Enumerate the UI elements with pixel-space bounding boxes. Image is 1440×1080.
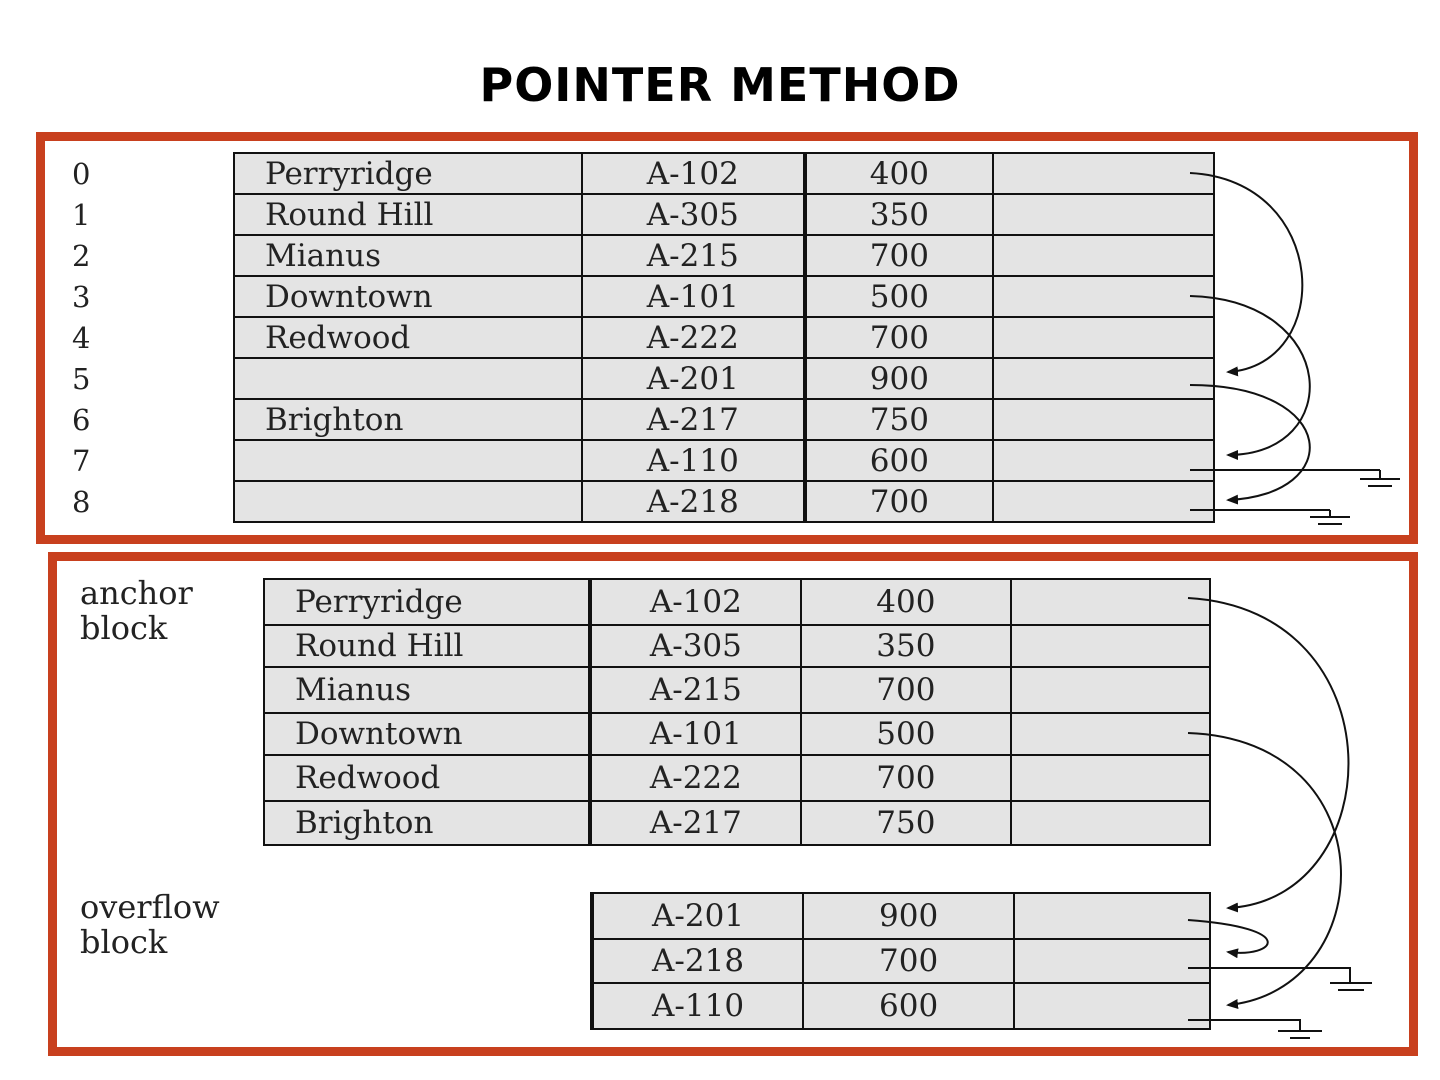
balance: 600 [805, 440, 993, 481]
account-number: A-101 [590, 713, 802, 755]
null-pointer-a110 [1188, 1020, 1300, 1030]
row-index: 7 [72, 444, 91, 478]
account-number: A-222 [590, 755, 802, 801]
account-number: A-305 [582, 194, 806, 235]
page-title: POINTER METHOD [479, 58, 961, 112]
row-index: 5 [72, 362, 91, 396]
row-index: 2 [72, 239, 91, 273]
balance: 350 [805, 194, 993, 235]
null-pointer-a218 [1188, 968, 1350, 982]
row-index: 0 [72, 157, 91, 191]
row-index: 3 [72, 280, 91, 314]
balance: 750 [801, 801, 1011, 845]
branch-name: Redwood [234, 317, 582, 358]
balance: 900 [805, 358, 993, 399]
account-number: A-201 [592, 893, 803, 939]
account-number: A-215 [590, 667, 802, 713]
branch-name: Brighton [234, 399, 582, 440]
account-number: A-218 [592, 939, 803, 983]
branch-name: Downtown [234, 276, 582, 317]
account-number: A-110 [592, 983, 803, 1029]
pointer-arrow-downtown-to-a110 [1188, 733, 1341, 1005]
balance: 700 [805, 317, 993, 358]
account-number: A-101 [582, 276, 806, 317]
null-pointer-row7 [1190, 470, 1380, 478]
balance: 700 [801, 667, 1011, 713]
pointer-arrow-row0-to-row5 [1190, 173, 1302, 372]
account-number: A-102 [582, 153, 806, 194]
balance: 600 [803, 983, 1014, 1029]
null-ground-icon [1330, 983, 1372, 990]
null-ground-icon [1310, 517, 1350, 524]
branch-name: Downtown [264, 713, 590, 755]
overflow-label-line2: block [80, 923, 168, 961]
account-number: A-222 [582, 317, 806, 358]
account-number: A-215 [582, 235, 806, 276]
account-number: A-305 [590, 625, 802, 667]
branch-name: Brighton [264, 801, 590, 845]
row-index: 1 [72, 198, 91, 232]
balance: 900 [803, 893, 1014, 939]
account-number: A-217 [590, 801, 802, 845]
account-number: A-201 [582, 358, 806, 399]
balance: 700 [805, 481, 993, 522]
branch-name: Round Hill [264, 625, 590, 667]
balance: 500 [805, 276, 993, 317]
balance: 750 [805, 399, 993, 440]
row-index: 6 [72, 403, 91, 437]
account-number: A-110 [582, 440, 806, 481]
account-number: A-218 [582, 481, 806, 522]
balance: 500 [801, 713, 1011, 755]
branch-name: Round Hill [234, 194, 582, 235]
pointer-arrow-row3-to-row7 [1190, 296, 1310, 455]
pointer-arrow-a201-to-a218 [1188, 920, 1268, 953]
account-number: A-102 [590, 579, 802, 625]
balance: 700 [803, 939, 1014, 983]
balance: 400 [805, 153, 993, 194]
row-index: 4 [72, 321, 91, 355]
branch-name: Perryridge [234, 153, 582, 194]
balance: 700 [801, 755, 1011, 801]
row-index: 8 [72, 485, 91, 519]
balance: 350 [801, 625, 1011, 667]
branch-name: Mianus [234, 235, 582, 276]
account-number: A-217 [582, 399, 806, 440]
anchor-label-line2: block [80, 609, 168, 647]
branch-name: Perryridge [264, 579, 590, 625]
null-ground-icon [1360, 479, 1400, 486]
balance: 700 [805, 235, 993, 276]
pointer-arrow-row5-to-row8 [1190, 385, 1310, 500]
null-pointer-row8 [1190, 510, 1330, 516]
branch-name: Mianus [264, 667, 590, 713]
anchor-label-line1: anchor [80, 574, 193, 612]
branch-name: Redwood [264, 755, 590, 801]
overflow-label-line1: overflow [80, 888, 220, 926]
balance: 400 [801, 579, 1011, 625]
null-ground-icon [1278, 1031, 1322, 1038]
